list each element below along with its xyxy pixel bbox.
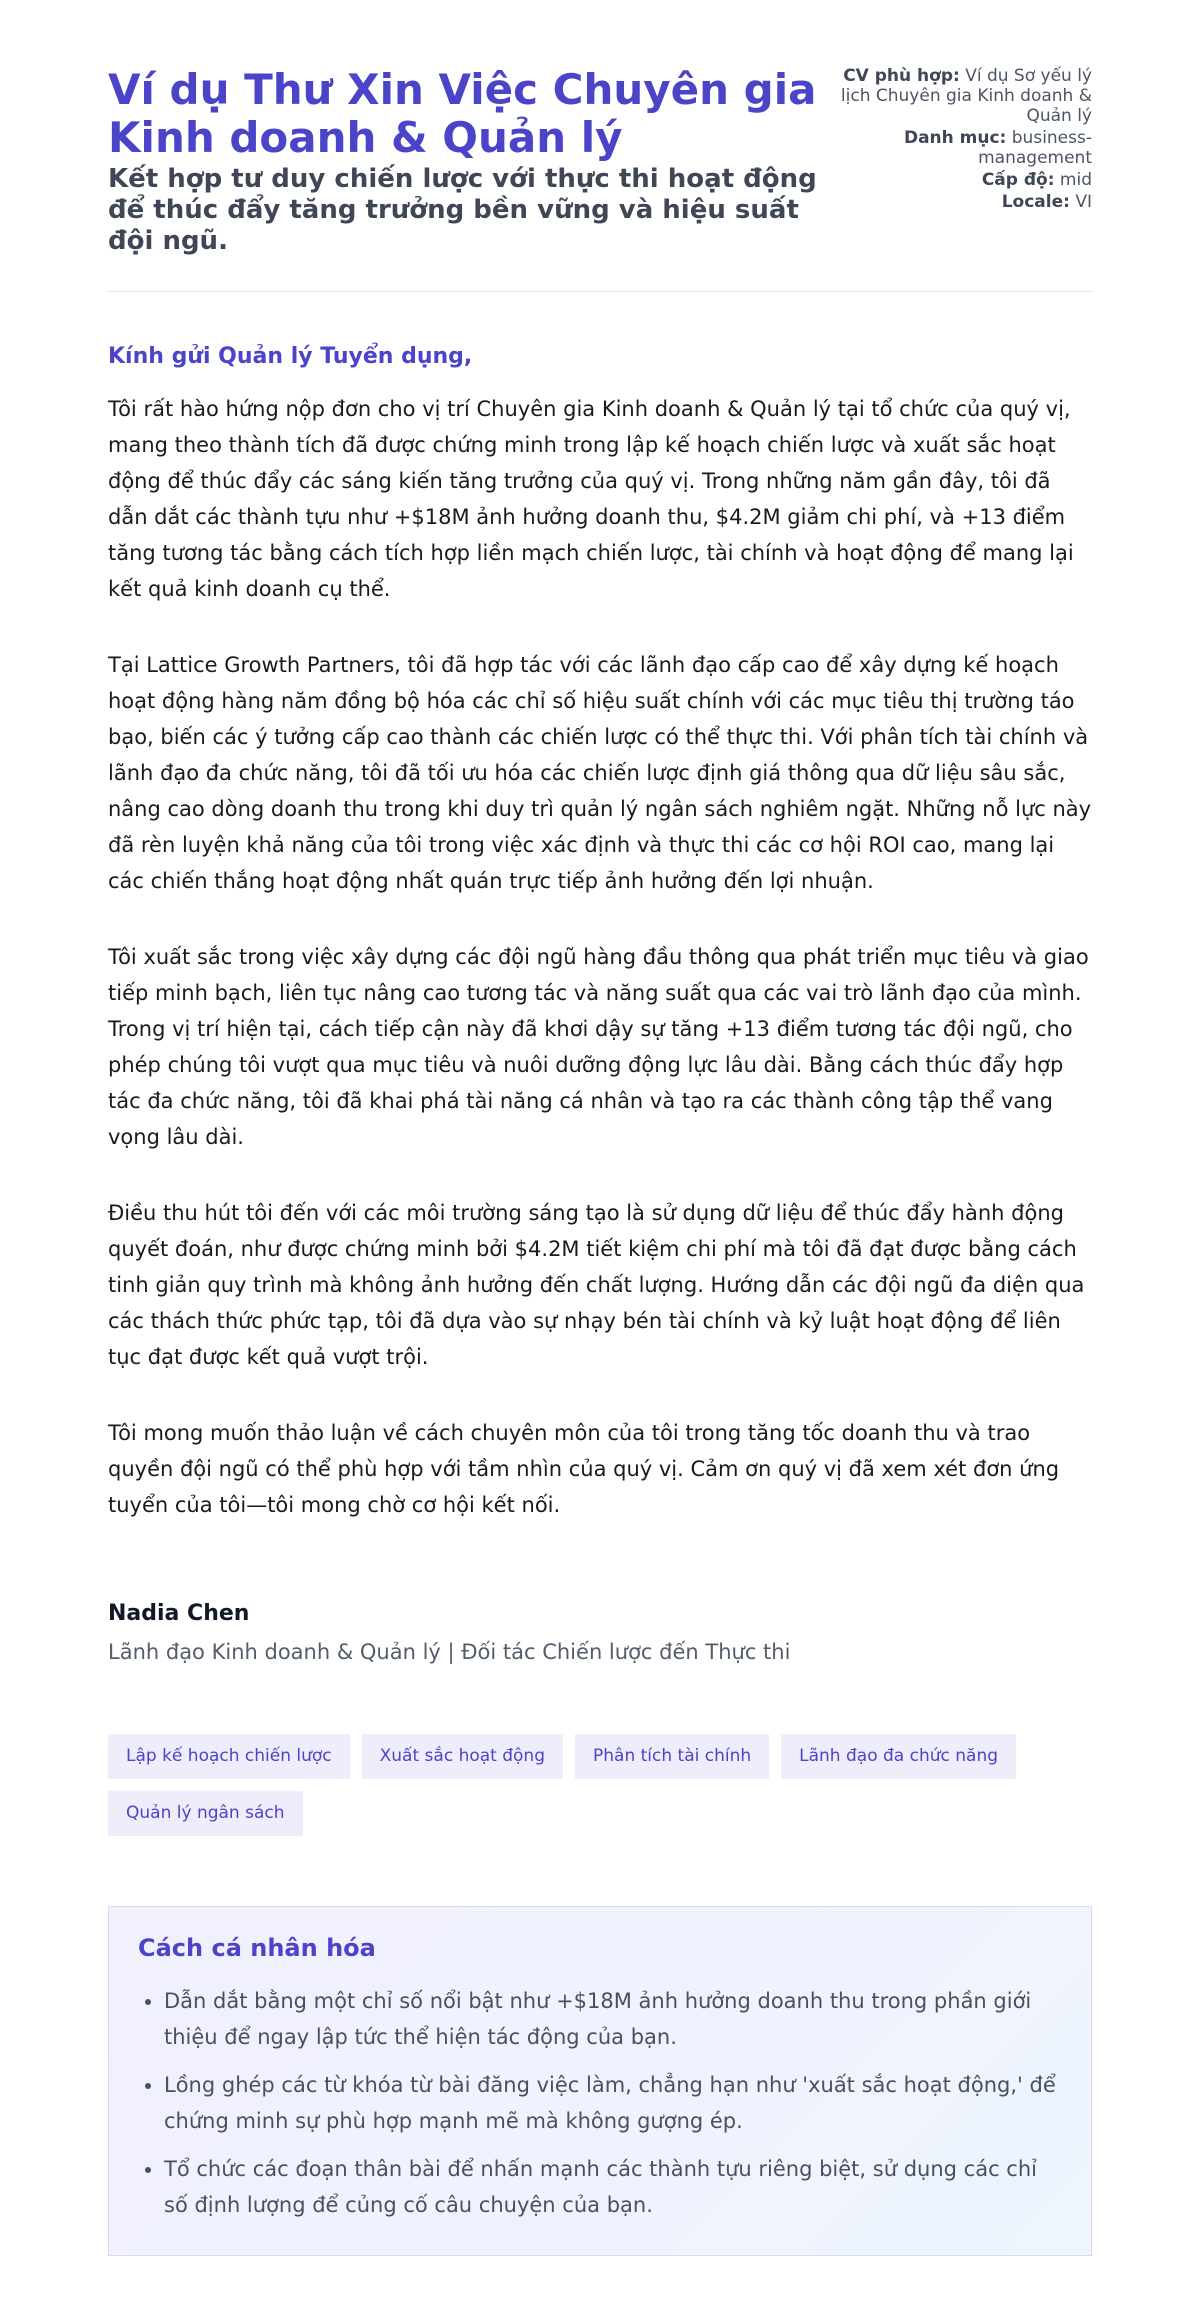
letter-paragraph: Tại Lattice Growth Partners, tôi đã hợp tác với các lãnh đạo cấp cao để xây dựng kế hoạch hoạt động hàng năm đồng bộ hóa các chỉ số hiệu suất chính với các mục tiêu thị trường táo bạo, biến các ý tưởng cấp cao thành các chiến lược có thể thực thi. Với phân tích tài chính và lãnh đạo đa chức năng, tôi đã tối ưu hóa các chiến lược định giá thông qua dữ liệu sâu sắc, nâng cao dòng doanh thu trong khi duy trì quản lý ngân sách nghiêm ngặt. Những nỗ lực này đã rèn luyện khả năng của tôi trong việc xác định và thực thi các cơ hội ROI cao, mang lại các chiến thắng hoạt động nhất quán trực tiếp ảnh hưởng đến lợi nhuận.	[108, 653, 1092, 893]
meta-label: Danh mục:	[903, 128, 1007, 148]
meta-value: Ví dụ Sơ yếu lý lịch Chuyên gia Kinh doanh & Quản lý	[840, 66, 1092, 126]
tip-item: • Dẫn dắt bằng một chỉ số nổi bật như +$18M ảnh hưởng doanh thu trong phần giới thiệu để ngay lập tức thể hiện tác động của bạn.	[164, 1983, 1062, 2055]
letter-paragraph: Tôi mong muốn thảo luận về cách chuyên môn của tôi trong tăng tốc doanh thu và trao quyền đội ngũ có thể phù hợp với tầm nhìn của quý vị. Cảm ơn quý vị đã xem xét đơn ứng tuyển của tôi—tôi mong chờ cơ hội kết nối.	[108, 1421, 1060, 1517]
tips-list	[138, 1983, 1062, 2223]
letter-paragraph: Tôi rất hào hứng nộp đơn cho vị trí Chuyên gia Kinh doanh & Quản lý tại tổ chức của quý vị, mang theo thành tích đã được chứng minh trong lập kế hoạch chiến lược và xuất sắc hoạt động để thúc đẩy các sáng kiến tăng trưởng của quý vị. Trong những năm gần đây, tôi đã dẫn dắt các thành tựu như +$18M ảnh hưởng doanh thu, $4.2M giảm chi phí, và +13 điểm tăng tương tác bằng cách tích hợp liền mạch chiến lược, tài chính và hoạt động để mang lại kết quả kinh doanh cụ thể.	[108, 397, 1074, 601]
meta-panel	[824, 66, 1092, 214]
page-title: Ví dụ Thư Xin Việc Chuyên gia Kinh doanh & Quản lý	[108, 65, 817, 162]
skill-tag: Xuất sắc hoạt động	[362, 1734, 563, 1779]
skill-tag: Lãnh đạo đa chức năng	[781, 1734, 1016, 1779]
meta-label: Locale:	[1001, 192, 1070, 212]
letter-paragraph: Điều thu hút tôi đến với các môi trường sáng tạo là sử dụng dữ liệu để thúc đẩy hành động quyết đoán, như được chứng minh bởi $4.2M tiết kiệm chi phí mà tôi đã đạt được bằng cách tinh giản quy trình mà không ảnh hưởng đến chất lượng. Hướng dẫn các đội ngũ đa diện qua các thách thức phức tạp, tôi đã dựa vào sự nhạy bén tài chính và kỷ luật hoạt động để liên tục đạt được kết quả vượt trội.	[108, 1201, 1085, 1369]
skill-tag: Quản lý ngân sách	[108, 1791, 303, 1836]
personalization-tips	[108, 1906, 1092, 2256]
page-subtitle: Kết hợp tư duy chiến lược với thực thi hoạt động để thúc đẩy tăng trưởng bền vững và hiệu suất đội ngũ.	[108, 164, 817, 256]
signature-name: Nadia Chen	[108, 1601, 250, 1626]
meta-value: business-management	[978, 128, 1092, 168]
meta-row-category	[824, 128, 1092, 168]
tip-item: • Lồng ghép các từ khóa từ bài đăng việc làm, chẳng hạn như 'xuất sắc hoạt động,' để chứng minh sự phù hợp mạnh mẽ mà không gượng ép.	[164, 2067, 1062, 2139]
skill-tag: Lập kế hoạch chiến lược	[108, 1734, 350, 1779]
meta-row-level	[824, 170, 1092, 190]
tip-item: • Tổ chức các đoạn thân bài để nhấn mạnh các thành tựu riêng biệt, sử dụng các chỉ số định lượng để củng cố câu chuyện của bạn.	[164, 2151, 1062, 2223]
signature-title: Lãnh đạo Kinh doanh & Quản lý | Đối tác Chiến lược đến Thực thi	[108, 1640, 791, 1664]
header-titles	[108, 66, 824, 257]
meta-value: VI	[1075, 192, 1092, 212]
meta-label: CV phù hợp:	[843, 66, 960, 86]
letter-body	[108, 391, 1092, 1523]
skill-tag: Phân tích tài chính	[575, 1734, 769, 1779]
meta-value: mid	[1059, 170, 1092, 190]
meta-label: Cấp độ:	[981, 170, 1055, 190]
page-header	[108, 66, 1092, 292]
letter-paragraph: Tôi xuất sắc trong việc xây dựng các đội ngũ hàng đầu thông qua phát triển mục tiêu và giao tiếp minh bạch, liên tục nâng cao tương tác và năng suất qua các vai trò lãnh đạo của mình. Trong vị trí hiện tại, cách tiếp cận này đã khơi dậy sự tăng +13 điểm tương tác đội ngũ, cho phép chúng tôi vượt qua mục tiêu và nuôi dưỡng động lực lâu dài. Bằng cách thúc đẩy hợp tác đa chức năng, tôi đã khai phá tài năng cá nhân và tạo ra các thành công tập thể vang vọng lâu dài.	[108, 945, 1089, 1149]
letter-signature	[108, 1599, 1092, 1667]
skill-tags	[108, 1734, 1068, 1836]
tips-title: Cách cá nhân hóa	[138, 1934, 376, 1962]
meta-row-matching-cv	[824, 66, 1092, 126]
letter-salutation: Kính gửi Quản lý Tuyển dụng,	[108, 344, 473, 369]
meta-row-locale	[824, 192, 1092, 212]
